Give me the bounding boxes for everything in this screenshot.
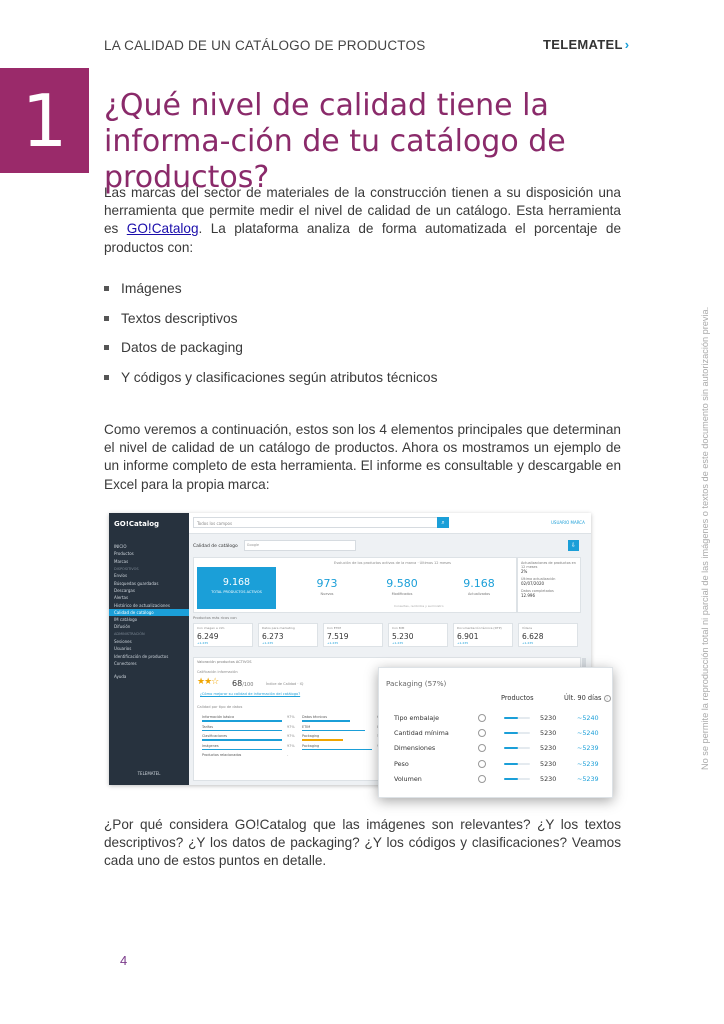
score-value: 68 <box>232 679 243 688</box>
quality-by-type-title: Calidad por tipo de datos <box>197 705 243 709</box>
stat-label: Nuevos <box>320 592 334 596</box>
download-icon: ⇩ <box>570 542 577 549</box>
stat-label: Actualizados <box>467 592 491 596</box>
quality-bar <box>302 749 372 751</box>
quality-type-label: Packaging <box>302 743 320 748</box>
summary-label: Última actualización <box>521 577 556 581</box>
quality-row <box>202 734 392 744</box>
improve-quality-link[interactable]: ¿Cómo mejorar su calidad de información del catálogo? <box>200 692 301 696</box>
gocatalog-link[interactable]: GO!Catalog <box>126 221 199 237</box>
quality-bar <box>302 739 343 741</box>
kpi-cards <box>193 623 579 649</box>
stat-updated <box>451 577 507 596</box>
column-header-label: Últ. 90 días <box>564 694 602 702</box>
feature-list <box>104 274 604 392</box>
sidebar-footer: TELEMATEL <box>137 771 161 776</box>
progress-fill <box>504 717 518 719</box>
quality-row <box>202 753 392 763</box>
smiley-icon <box>478 714 486 722</box>
smiley-icon <box>478 744 486 752</box>
progress-fill <box>504 778 518 780</box>
kpi-delta: +1.235 <box>522 641 534 645</box>
column-header-last-90-days <box>564 694 611 702</box>
summary-value: 12.996 <box>521 593 535 598</box>
quality-type-percent: 97% <box>287 743 295 748</box>
stat-value: 9.168 <box>463 577 495 590</box>
kpi-card <box>193 623 253 647</box>
kpi-title: Con ETIM <box>327 626 341 630</box>
summary-value: 2% <box>521 569 528 574</box>
progress-track <box>504 763 530 765</box>
packaging-count: 5230 <box>540 774 557 783</box>
packaging-row <box>394 729 604 739</box>
score-max: /100 <box>242 682 254 688</box>
stat-new <box>299 577 355 596</box>
smiley-icon <box>478 775 486 783</box>
intro-paragraph <box>104 184 621 257</box>
progress-track <box>504 778 530 780</box>
kpi-title: Documentación técnica (DTP) <box>457 626 502 630</box>
packaging-field-label: Volumen <box>394 774 422 783</box>
packaging-field-label: Dimensiones <box>394 744 436 753</box>
sidebar-item[interactable]: Identificación de productos <box>114 653 169 659</box>
kpi-value: 6.901 <box>457 632 479 641</box>
intro-text-before: Las marcas del sector de materiales de la construcción tienen a su disposición una herramienta que permite medir el nivel de calidad de un catálogo. Esta herramienta es <box>104 185 621 237</box>
packaging-last-90-days: ~5239 <box>577 774 599 783</box>
packaging-field-label: Tipo embalaje <box>394 714 440 722</box>
packaging-field-label: Cantidad mínima <box>394 729 449 738</box>
packaging-count: 5230 <box>540 714 557 722</box>
list-item <box>104 304 604 334</box>
progress-track <box>504 717 530 719</box>
sidebar-item[interactable]: Descargas <box>114 587 135 593</box>
summary-item <box>521 561 577 574</box>
score-label: Índice de Calidad · IQ <box>266 682 304 686</box>
summary-item <box>521 589 577 598</box>
packaging-count: 5230 <box>540 759 557 768</box>
summary-item <box>521 577 577 586</box>
packaging-row <box>394 775 604 785</box>
stat-label: Modificados <box>391 592 413 596</box>
quality-type-percent: 97% <box>287 715 295 719</box>
kpi-card <box>258 623 318 647</box>
bullet-square-icon <box>104 286 109 291</box>
progress-track <box>504 747 530 749</box>
sidebar-item[interactable]: Búsquedas guardadas <box>114 580 159 586</box>
closing-paragraph: ¿Por qué considera GO!Catalog que las imágenes son relevantes? ¿Y los textos descriptivos? ¿Y los datos de packaging? ¿Y los códigos y clasificaciones? Veamos cada uno de estos puntos en detalle. <box>104 817 621 869</box>
panel-caption: Evolución de los productos activos de la marca · Últimos 12 meses <box>334 561 451 565</box>
explanation-paragraph: Como veremos a continuación, estos son los 4 elementos principales que determinan el nivel de calidad de un catálogo de productos. Ahora os mostramos un ejemplo de un informe completo de esta herramienta. El informe es consultable y descargable en Excel para la propia marca: <box>104 422 621 492</box>
column-header-products: Productos <box>501 694 534 702</box>
total-value: 9.168 <box>222 577 251 588</box>
quality-rows <box>202 715 392 763</box>
kpi-delta: +1.235 <box>197 641 209 645</box>
stat-modified <box>374 577 430 596</box>
brand-name: TELEMATEL <box>543 37 623 52</box>
header-title: LA CALIDAD DE UN CATÁLOGO DE PRODUCTOS <box>104 38 426 53</box>
kpi-card <box>323 623 383 647</box>
sidebar-item-active[interactable]: Calidad de catálogo <box>109 609 189 616</box>
kpi-card <box>453 623 513 647</box>
valuation-subtitle: Calificación información <box>197 670 238 674</box>
quality-type-label: Clasificaciones <box>202 734 228 739</box>
quality-label: Calidad de catálogo <box>193 544 238 549</box>
summary-label: Actualizaciones de productos en 12 meses <box>521 561 576 569</box>
quality-type-label: ETIM <box>302 724 311 729</box>
panel-note: Consultas, recibidos y suministro <box>394 604 444 608</box>
packaging-last-90-days: ~5239 <box>577 744 599 753</box>
quality-input-value: Google <box>246 543 260 547</box>
sidebar-item[interactable]: Ayuda <box>114 674 127 680</box>
bullet-square-icon <box>104 375 109 380</box>
smiley-icon <box>478 729 486 737</box>
download-button[interactable] <box>568 540 579 551</box>
packaging-count: 5230 <box>540 744 557 753</box>
sidebar-item[interactable]: Usuarios <box>114 646 132 652</box>
valuation-title: Valoración productos ACTIVOS <box>197 660 252 664</box>
progress-fill <box>504 763 518 765</box>
list-item-text: Y códigos y clasificaciones según atributos técnicos <box>121 369 438 385</box>
packaging-field-label: Peso <box>394 759 409 768</box>
quality-bar <box>302 730 365 732</box>
info-icon[interactable]: i <box>604 695 611 702</box>
kpi-value: 7.519 <box>327 632 349 641</box>
sidebar-item[interactable]: Difusión <box>114 624 131 630</box>
progress-fill <box>504 747 518 749</box>
packaging-last-90-days: ~5239 <box>577 759 599 768</box>
quality-type-percent: 97% <box>287 734 295 739</box>
evolution-panel <box>193 557 517 613</box>
chapter-title: ¿Qué nivel de calidad tiene la informa-ción de tu catálogo de productos? <box>104 88 566 195</box>
brand-logo <box>543 37 629 52</box>
summary-card <box>517 557 581 613</box>
sidebar-section-label: DISPOSITIVOS <box>114 566 139 571</box>
packaging-row <box>394 714 604 724</box>
popup-title: Packaging (57%) <box>386 679 447 688</box>
quality-input[interactable] <box>244 540 356 551</box>
app-sidebar <box>109 513 189 785</box>
sidebar-menu <box>114 543 189 680</box>
kpi-title: Vídeos <box>522 626 533 630</box>
quality-bar <box>202 739 282 741</box>
sidebar-item[interactable]: Sesiones <box>114 639 132 644</box>
list-item-text: Textos descriptivos <box>121 310 238 326</box>
magnifier-icon: ⌕ <box>441 519 445 526</box>
kpi-delta: +1.235 <box>392 641 404 645</box>
sidebar-item[interactable]: Histórico de actualizaciones <box>114 602 170 608</box>
quality-row <box>202 744 392 754</box>
sidebar-item[interactable]: Alertas <box>114 595 129 601</box>
list-item <box>104 363 604 393</box>
quality-bar <box>202 749 282 751</box>
kpi-delta: +1.235 <box>327 641 339 645</box>
kpi-title: Datos para marketing <box>262 626 295 630</box>
sidebar-item[interactable]: Marcas <box>114 558 129 564</box>
quality-row <box>202 715 392 725</box>
page-number: 4 <box>120 953 128 968</box>
kpi-title: Con imagen e info <box>197 626 225 630</box>
quality-filter <box>193 540 356 551</box>
kpi-delta: +1.235 <box>457 641 469 645</box>
summary-label: Datos completados <box>521 589 554 593</box>
sidebar-item[interactable]: Envíos <box>114 573 128 579</box>
smiley-icon <box>478 760 486 768</box>
bullet-square-icon <box>104 316 109 321</box>
stat-value: 973 <box>316 577 338 590</box>
quality-type-label: Productos relacionados <box>202 753 242 758</box>
progress-track <box>504 732 530 734</box>
total-products-card <box>197 567 276 609</box>
app-topbar <box>189 513 591 534</box>
bullet-square-icon <box>104 345 109 350</box>
list-item <box>104 333 604 363</box>
user-menu[interactable]: USUARIO MARCA <box>551 520 585 525</box>
sidebar-item[interactable]: IM catálogo <box>114 617 138 623</box>
kpi-value: 6.273 <box>262 632 284 641</box>
kpi-card <box>388 623 448 647</box>
kpi-card <box>518 623 578 647</box>
packaging-count: 5230 <box>540 729 557 738</box>
chapter-number: 1 <box>21 78 68 163</box>
kpi-delta: +1.235 <box>262 641 274 645</box>
sidebar-item[interactable]: Productos <box>114 551 134 557</box>
sidebar-item[interactable]: Conectores <box>114 660 137 666</box>
quality-type-label: Tarifas <box>202 724 213 729</box>
packaging-last-90-days: ~5240 <box>577 729 599 738</box>
intro-text-after: . La plataforma analiza de forma automatizada el porcentaje de productos con: <box>104 221 622 255</box>
packaging-row <box>394 760 604 770</box>
kpi-value: 6.628 <box>522 632 544 641</box>
quality-bar <box>202 720 282 722</box>
search-button[interactable] <box>437 517 449 528</box>
total-label: TOTAL PRODUCTOS ACTIVOS <box>211 590 262 594</box>
quality-type-label: Información básica <box>202 715 235 719</box>
quality-bar <box>202 730 282 732</box>
copyright-note: No se permite la reproducción total ni parcial de las imágenes o textos de este documento sin autorización previa. <box>700 306 710 770</box>
quality-type-label: Datos técnicos <box>302 715 328 719</box>
quality-type-percent: - <box>287 753 289 758</box>
quality-type-label: Imágenes <box>202 743 219 748</box>
packaging-row <box>394 744 604 754</box>
quality-score <box>232 679 253 688</box>
packaging-popup <box>378 667 613 798</box>
quality-type-label: Packaging <box>302 734 320 739</box>
quality-row <box>202 725 392 735</box>
packaging-last-90-days: ~5240 <box>577 714 599 722</box>
stat-value: 9.580 <box>386 577 418 590</box>
summary-value: 02/07/2020 <box>521 581 545 586</box>
kpi-value: 6.249 <box>197 632 219 641</box>
quality-bar <box>302 720 350 722</box>
cards-title: Productos más ricos con <box>193 616 237 620</box>
list-item-text: Datos de packaging <box>121 340 243 356</box>
progress-fill <box>504 732 518 734</box>
kpi-title: Con BIM <box>392 626 405 630</box>
quality-type-percent: 97% <box>287 724 295 729</box>
list-item <box>104 274 604 304</box>
search-input[interactable]: Todos los campos <box>193 517 438 528</box>
chevron-right-icon: › <box>624 37 630 52</box>
sidebar-section-label: ADMINISTRACIÓN <box>114 632 145 637</box>
sidebar-item[interactable]: INICIO <box>114 544 127 550</box>
list-item-text: Imágenes <box>121 281 182 297</box>
app-logo: GO!Catalog <box>114 520 160 528</box>
kpi-value: 5.230 <box>392 632 414 641</box>
rating-stars-icon: ★★☆ <box>197 677 219 687</box>
